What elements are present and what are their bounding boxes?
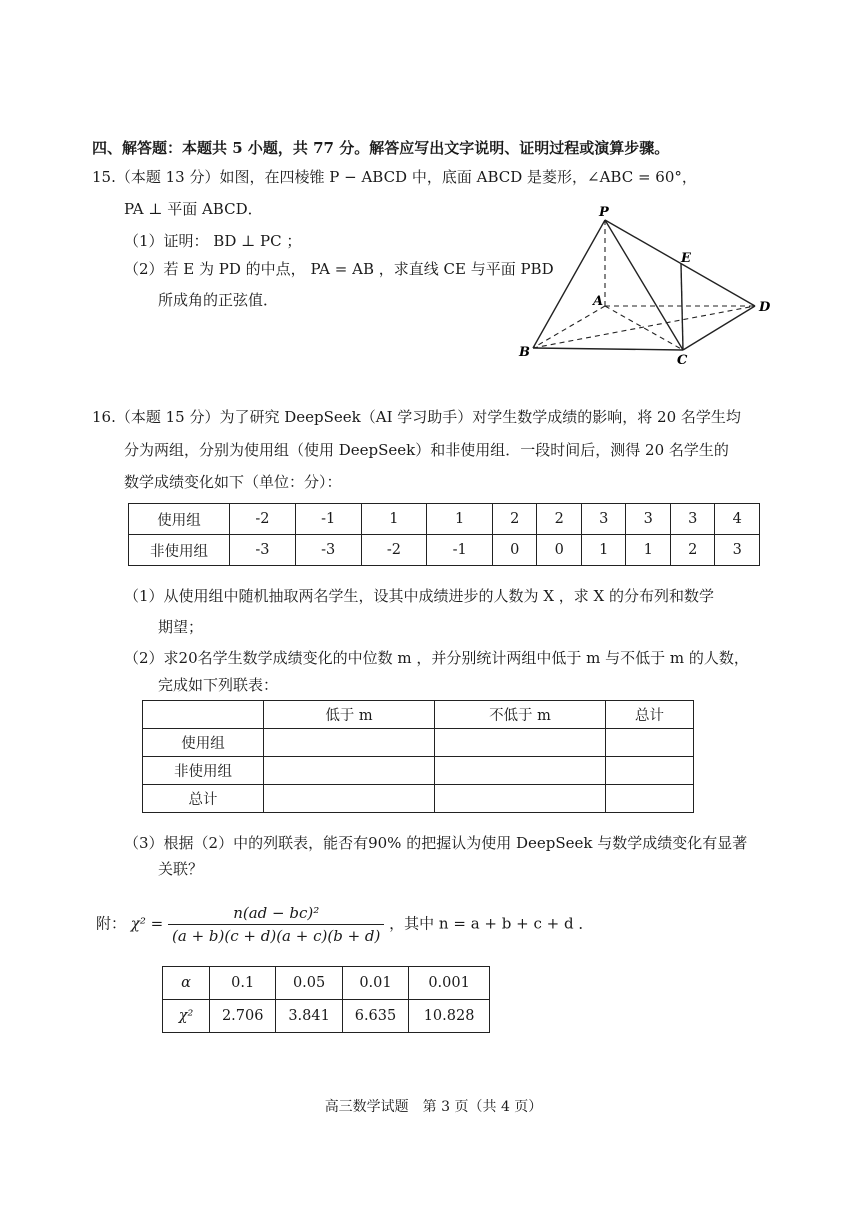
table-cell: -3 [230,535,296,566]
table-cell: 0 [493,535,537,566]
page-footer: 高三数学试题 第 3 页（共 4 页） [324,1099,543,1115]
row-label: 非使用组 [129,535,230,566]
table-cell: 10.828 [409,1000,490,1033]
table-cell: 0.01 [342,967,408,1000]
table-cell: 2 [670,535,714,566]
formula-fraction [168,904,384,945]
chi-square-formula [96,904,593,945]
q15-part2-line1: （2）若 E 为 PD 的中点， PA = AB ，求直线 CE 与平面 PBD [124,260,554,278]
chi-lhs: χ² = [130,914,164,933]
q16-part2-line2: 完成如下列联表： [158,676,279,694]
formula-suffix: ，其中 n = a + b + c + d ． [389,914,594,933]
table-cell: 3 [626,504,670,535]
table-cell: 3 [715,535,760,566]
label-b: B [519,345,530,360]
row-label: 使用组 [129,504,230,535]
table-row [143,729,694,757]
table-row [143,785,694,813]
label-p: P [599,205,609,220]
section-header: 四、解答题：本题共 5 小题，共 77 分。解答应写出文字说明、证明过程或演算步骤。 [92,139,670,157]
label-e: E [681,251,691,266]
q15-part2-line2: 所成角的正弦值． [158,291,279,309]
table-cell: 0 [537,535,581,566]
appendix-prefix: 附： [96,914,127,933]
table-cell: -3 [295,535,361,566]
table-cell: 0.1 [210,967,276,1000]
table-row [129,535,760,566]
header-cell: 不低于 m [435,701,606,729]
q15-stem-line2: PA ⊥ 平面 ABCD． [124,200,263,218]
table-cell: -1 [295,504,361,535]
critical-values-table [162,966,490,1033]
header-cell: 总计 [606,701,694,729]
blank-cell [264,785,435,813]
blank-cell [435,785,606,813]
blank-cell [264,729,435,757]
table-cell: 3.841 [276,1000,342,1033]
q16-part3-line1: （3）根据（2）中的列联表，能否有90% 的把握认为使用 DeepSeek 与数学成绩变化有显著 [124,834,748,852]
table-cell: 2.706 [210,1000,276,1033]
formula-denominator: (a + b)(c + d)(a + c)(b + d) [172,927,381,945]
table-cell: 2 [537,504,581,535]
q16-stem-line1: 16.（本题 15 分）为了研究 DeepSeek（AI 学习助手）对学生数学成绩的影响，将 20 名学生均 [92,408,741,426]
row-label: 使用组 [143,729,264,757]
table-cell: -2 [230,504,296,535]
table-cell: 4 [715,504,760,535]
table-cell: -2 [361,535,427,566]
blank-cell [606,729,694,757]
score-change-table [128,503,760,566]
table-row [129,504,760,535]
table-cell: 0.001 [409,967,490,1000]
table-row [163,967,490,1000]
contingency-table [142,700,694,813]
q16-part2-line1: （2）求20名学生数学成绩变化的中位数 m ，并分别统计两组中低于 m 与不低于 m 的人数， [124,649,749,667]
blank-cell [435,729,606,757]
alpha-label: α [163,967,210,1000]
blank-cell [435,757,606,785]
q15-stem-line1: 15.（本题 13 分）如图，在四棱锥 P − ABCD 中，底面 ABCD 是菱形，∠ABC = 60°， [92,168,697,186]
row-label: 总计 [143,785,264,813]
label-c: C [677,353,688,368]
q16-part1-line2: 期望； [158,618,204,636]
table-cell: 1 [427,504,493,535]
table-cell: 3 [581,504,625,535]
blank-cell [606,757,694,785]
blank-cell [606,785,694,813]
blank-cell [264,757,435,785]
table-row [143,701,694,729]
label-a: A [593,294,604,309]
table-cell: 1 [361,504,427,535]
label-d: D [759,300,771,315]
q16-stem-line3: 数学成绩变化如下（单位：分）： [124,473,342,491]
table-cell: 6.635 [342,1000,408,1033]
table-cell: 0.05 [276,967,342,1000]
row-label: 非使用组 [143,757,264,785]
chi-label: χ² [163,1000,210,1033]
table-row [163,1000,490,1033]
table-cell: 2 [493,504,537,535]
table-cell: 1 [626,535,670,566]
pyramid-figure [505,200,795,375]
table-cell: 3 [670,504,714,535]
table-cell: -1 [427,535,493,566]
table-row [143,757,694,785]
q16-part3-line2: 关联？ [158,860,204,878]
formula-numerator: n(ad − bc)² [168,904,384,925]
table-cell: 1 [581,535,625,566]
q16-stem-line2: 分为两组，分别为使用组（使用 DeepSeek）和非使用组．一段时间后，测得 20 名学生的 [124,441,729,459]
q15-part1: （1）证明： BD ⊥ PC ； [124,232,302,250]
q16-part1-line1: （1）从使用组中随机抽取两名学生，设其中成绩进步的人数为 X ，求 X 的分布列和数学 [124,587,714,605]
header-cell: 低于 m [264,701,435,729]
header-cell [143,701,264,729]
